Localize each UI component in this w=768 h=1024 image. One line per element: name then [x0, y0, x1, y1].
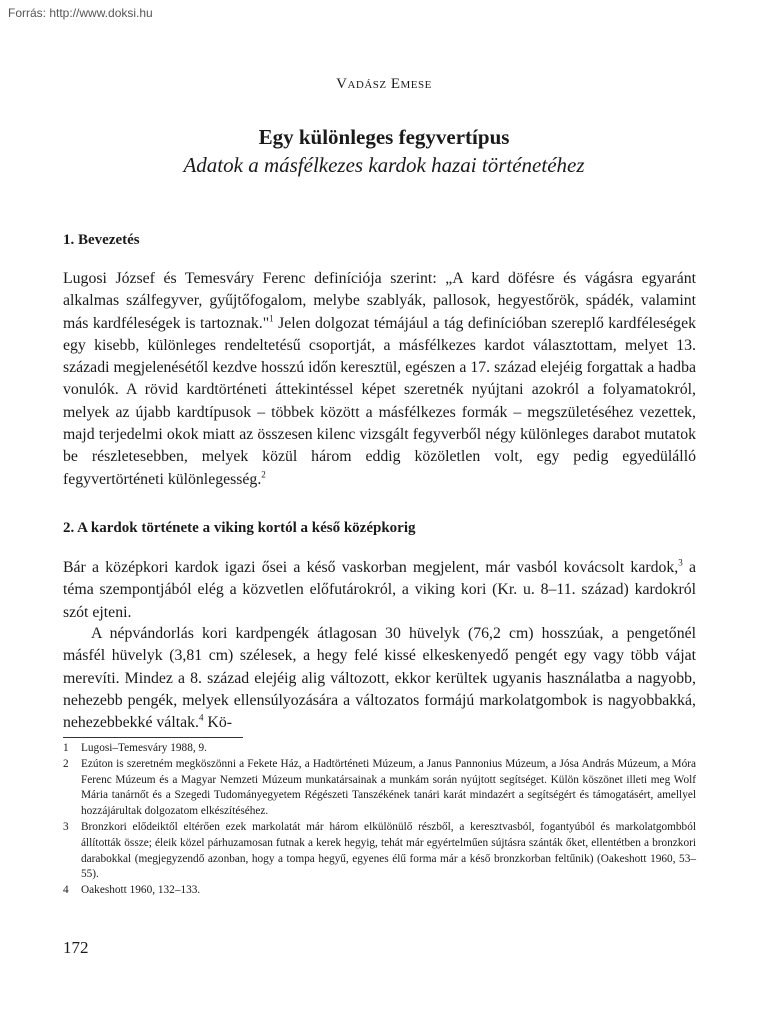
paragraph-text: A népvándorlás kori kardpengék átlagosan 30 hüvelyk (76,2 cm) hosszúak, a pengetőnél másfél hüvelyk (3,81 cm) szélesek, a hegy felé kissé elkeskenyedő pengét egy vagy több vájat merevíti. Mindez a 8. század elejéig alig változott, ekkor kerültek ugyanis használatba a nagyobb, nehezebb pengék, melyek ellensúlyozására a változatos formájú markolatgombok is nagyobbakká, nehezebbekké váltak. — [63, 625, 696, 732]
footnote-number: 1 — [63, 742, 69, 754]
footnote-text: Oakeshott 1960, 132–133. — [81, 884, 201, 897]
author-name: Vadász Emese — [336, 76, 432, 92]
footnote-number: 3 — [63, 820, 69, 833]
page-subtitle: Adatok a másfélkezes kardok hazai történetéhez — [183, 153, 585, 177]
section-heading-history: 2. A kardok története a viking kortól a késő középkorig — [63, 520, 416, 536]
footnote-divider — [63, 737, 243, 738]
footnote-number: 4 — [63, 884, 69, 897]
footnote-text: Bronzkori elődeiktől eltérően ezek markolatát már három elkülönülő részből, a keresztvasból, fogantyúból és markolatgombból állították össze; éleik közel párhuzamosan futnak a kerek hegyig, tehát már egyértelműen sújtásra szánták őket, ellentétben a bronzkori darabokkal (megjegyzendő azonban, hogy a tompa hegyű, egyenes élű forma már a késő bronzkorban feltűnik) (Oakeshott 1960, 53–55). — [81, 820, 696, 881]
paragraph-text: a téma szempontjából elég a közvetlen előfutárokról, a viking kori (Kr. u. 8–11. század) kardokról szót ejteni. — [63, 559, 696, 621]
footnote-text: Ezúton is szeretném megköszönni a Fekete Ház, a Hadtörténeti Múzeum, a Janus Pannonius Múzeum, a Jósa András Múzeum, a Móra Ferenc Múzeum és a Magyar Nemzeti Múzeum munkatársainak a munkám során nyújtott segítséget. Külön köszönet illeti meg Wolf Mária tanárnőt és a Szegedi Tudományegyetem Régészeti Tanszékének tanári karát mindazért a segítségért és támogatásért, amellyel hozzájárultak dolgozatom elkészítéséhez. — [81, 757, 696, 818]
paragraph-text: Bár a középkori kardok igazi ősei a késő vaskorban megjelent, már vasból kovácsolt kardok, — [63, 559, 679, 576]
source-line: Forrás: http://www.doksi.hu — [8, 6, 153, 20]
footnotes — [63, 741, 696, 899]
page-title: Egy különleges fegyvertípus — [258, 125, 510, 149]
footnote-ref: 3 — [678, 557, 683, 568]
footnote-ref: 4 — [198, 712, 204, 723]
paragraph-history-2 — [63, 623, 696, 734]
section-heading-introduction: 1. Bevezetés — [63, 232, 140, 248]
footnote-number: 2 — [63, 757, 69, 770]
paragraph-history-1 — [63, 557, 696, 624]
footnote — [63, 741, 696, 757]
footnote-ref: 2 — [261, 469, 266, 480]
paragraph-text: Lugosi József és Temesváry Ferenc definíciója szerint: „A kard döfésre és vágásra egyaránt alkalmas szálfegyver, gyűjtőfogalom, melybe szablyák, pallosok, hegyestőrök, spádék, valamint más kardféleségek is tartoznak." — [63, 270, 696, 332]
footnote-ref: 1 — [269, 313, 274, 324]
footnote-text: Lugosi–Temesváry 1988, 9. — [81, 742, 207, 754]
footnote — [63, 757, 696, 820]
footnote — [63, 883, 696, 899]
paragraph-text: Jelen dolgozat témájául a tág definícióban szereplő kardféleségek egy kisebb, különleges rendeltetésű csoportját, a másfélkezes kardot választottam, melyet 13. századi megjelenésétől kezdve hosszú időn keresztül, egészen a 17. század elejéig forgattak a hadba vonulók. A rövid kardtörténeti áttekintéssel képet szeretnék nyújtani azokról a folyamatokról, melyek az újabb kardtípusok – többek között a másfélkezes formák – megszületéséhez vezettek, majd terjedelmi okok miatt az összesen kilenc vizsgált fegyverből négy különleges darabot mutatok be részletesebben, melyek közül három eddig közöletlen volt, egy pedig egyedülálló fegyvertörténeti különlegesség. — [63, 314, 696, 488]
paragraph-text: Kö- — [203, 714, 232, 732]
page-number: 172 — [63, 938, 89, 957]
footnote — [63, 820, 696, 883]
paragraph-introduction — [63, 268, 696, 491]
